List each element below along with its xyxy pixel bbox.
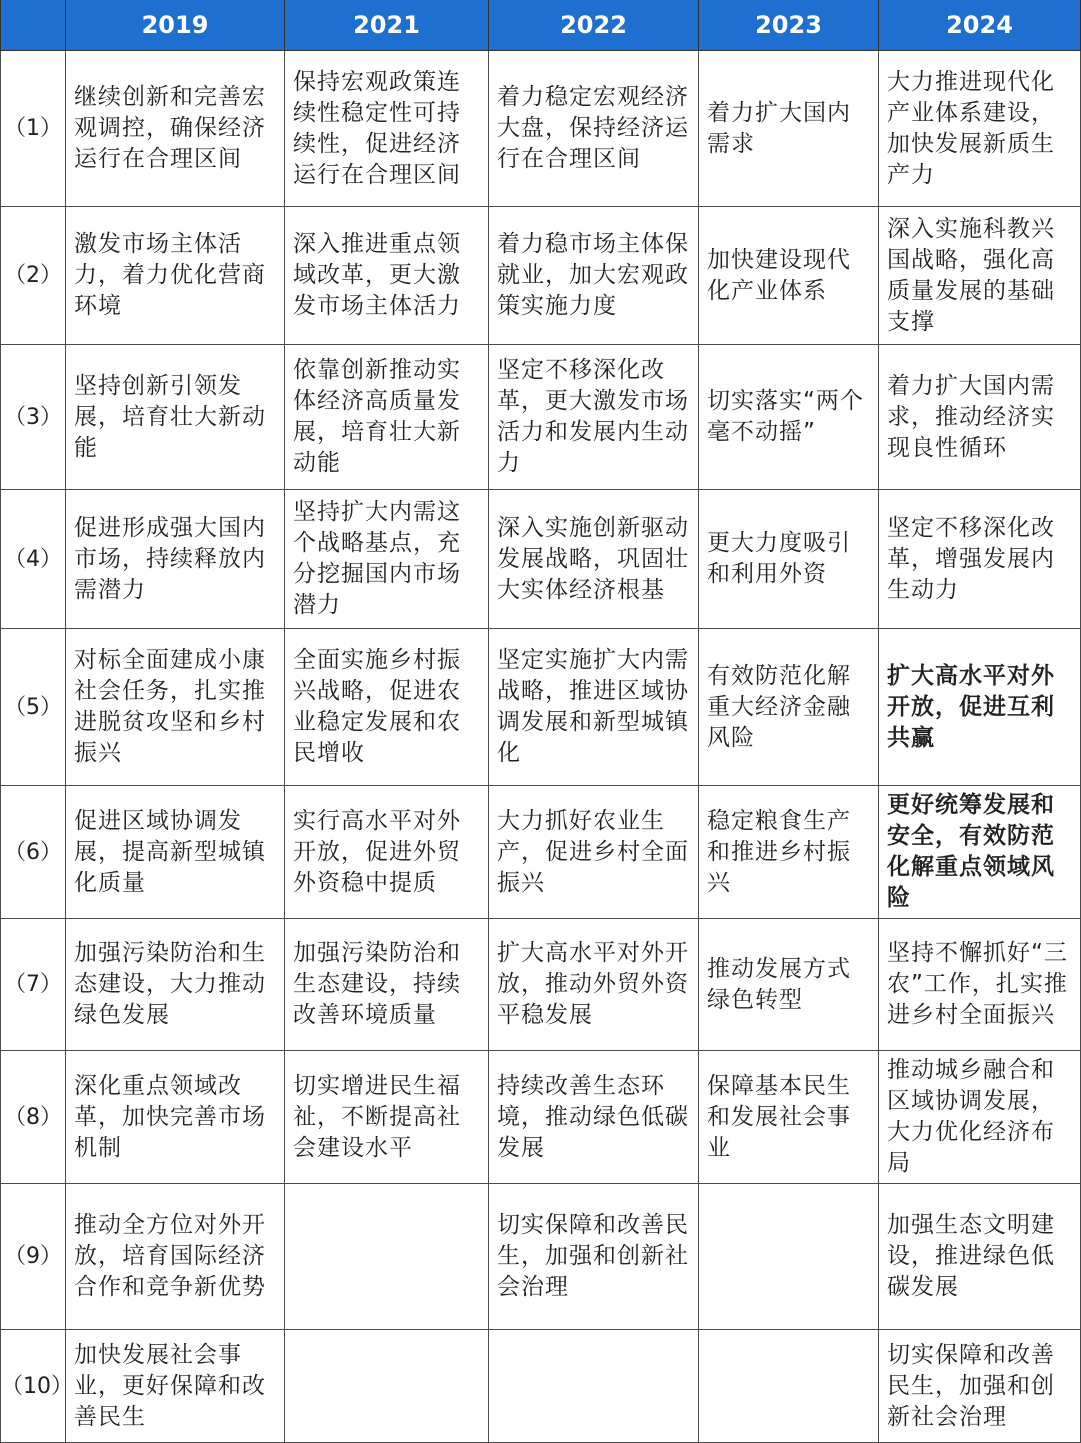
- table-cell: 持续改善生态环境，推动绿色低碳发展: [489, 1051, 699, 1184]
- table-cell: 着力扩大国内需求: [699, 51, 879, 207]
- table-cell: 加快建设现代化产业体系: [699, 207, 879, 345]
- table-cell: 着力稳市场主体保就业，加大宏观政策实施力度: [489, 207, 699, 345]
- table-cell: 坚定不移深化改革，增强发展内生动力: [879, 490, 1081, 629]
- header-cell-2022: 2022: [489, 0, 699, 51]
- table-row: [1, 629, 1081, 786]
- row-number: （2）: [1, 207, 66, 345]
- row-number: （6）: [1, 786, 66, 919]
- table-cell: 加快发展社会事业，更好保障和改善民生: [66, 1330, 285, 1443]
- table-cell: 激发市场主体活力，着力优化营商环境: [66, 207, 285, 345]
- table-row: [1, 786, 1081, 919]
- header-cell-index: [1, 0, 66, 51]
- table-cell: 推动全方位对外开放，培育国际经济合作和竞争新优势: [66, 1184, 285, 1330]
- table-cell: 更大力度吸引和利用外资: [699, 490, 879, 629]
- table-cell: 大力推进现代化产业体系建设，加快发展新质生产力: [879, 51, 1081, 207]
- table-cell: 实行高水平对外开放，促进外贸外资稳中提质: [285, 786, 489, 919]
- table-cell: [285, 1184, 489, 1330]
- table-cell: 切实增进民生福祉，不断提高社会建设水平: [285, 1051, 489, 1184]
- table-cell: 保持宏观政策连续性稳定性可持续性，促进经济运行在合理区间: [285, 51, 489, 207]
- table-cell: 继续创新和完善宏观调控，确保经济运行在合理区间: [66, 51, 285, 207]
- table-row: [1, 1330, 1081, 1443]
- table-cell: 保障基本民生和发展社会事业: [699, 1051, 879, 1184]
- header-cell-2021: 2021: [285, 0, 489, 51]
- table-cell: 深化重点领域改革，加快完善市场机制: [66, 1051, 285, 1184]
- table-cell: 促进形成强大国内市场，持续释放内需潜力: [66, 490, 285, 629]
- table-cell: 对标全面建成小康社会任务，扎实推进脱贫攻坚和乡村振兴: [66, 629, 285, 786]
- table-row: [1, 345, 1081, 490]
- table-cell: 深入推进重点领域改革，更大激发市场主体活力: [285, 207, 489, 345]
- table-cell: 坚持创新引领发展，培育壮大新动能: [66, 345, 285, 490]
- table-cell: 深入实施科教兴国战略，强化高质量发展的基础支撑: [879, 207, 1081, 345]
- row-number: （7）: [1, 919, 66, 1051]
- table-cell: 切实落实“两个毫不动摇”: [699, 345, 879, 490]
- table-cell: 更好统筹发展和安全，有效防范化解重点领域风险: [879, 786, 1081, 919]
- table-cell: 坚定实施扩大内需战略，推进区域协调发展和新型城镇化: [489, 629, 699, 786]
- table-cell: 坚定不移深化改革，更大激发市场活力和发展内生动力: [489, 345, 699, 490]
- table-cell: 大力抓好农业生产，促进乡村全面振兴: [489, 786, 699, 919]
- table-cell: 切实保障和改善民生，加强和创新社会治理: [879, 1330, 1081, 1443]
- header-cell-2019: 2019: [66, 0, 285, 51]
- table-cell: 坚持不懈抓好“三农”工作，扎实推进乡村全面振兴: [879, 919, 1081, 1051]
- table-row: [1, 207, 1081, 345]
- table-cell: 加强污染防治和生态建设，持续改善环境质量: [285, 919, 489, 1051]
- table-cell: [699, 1330, 879, 1443]
- table-cell: [489, 1330, 699, 1443]
- header-cell-2024: 2024: [879, 0, 1081, 51]
- table-cell: [285, 1330, 489, 1443]
- table-cell: 有效防范化解重大经济金融风险: [699, 629, 879, 786]
- row-number: （10）: [1, 1330, 66, 1443]
- table-cell: 深入实施创新驱动发展战略，巩固壮大实体经济根基: [489, 490, 699, 629]
- table-row: [1, 1051, 1081, 1184]
- table-row: [1, 919, 1081, 1051]
- table-cell: 推动发展方式绿色转型: [699, 919, 879, 1051]
- row-number: （8）: [1, 1051, 66, 1184]
- row-number: （4）: [1, 490, 66, 629]
- table-cell: [699, 1184, 879, 1330]
- table-cell: 稳定粮食生产和推进乡村振兴: [699, 786, 879, 919]
- row-number: （1）: [1, 51, 66, 207]
- table-cell: 扩大高水平对外开放，促进互利共赢: [879, 629, 1081, 786]
- row-number: （9）: [1, 1184, 66, 1330]
- table-cell: 全面实施乡村振兴战略，促进农业稳定发展和农民增收: [285, 629, 489, 786]
- header-cell-2023: 2023: [699, 0, 879, 51]
- table-cell: 促进区域协调发展，提高新型城镇化质量: [66, 786, 285, 919]
- header-row: [1, 0, 1081, 51]
- table-cell: 依靠创新推动实体经济高质量发展，培育壮大新动能: [285, 345, 489, 490]
- table-cell: 加强污染防治和生态建设，大力推动绿色发展: [66, 919, 285, 1051]
- table-row: [1, 490, 1081, 629]
- table-cell: 切实保障和改善民生，加强和创新社会治理: [489, 1184, 699, 1330]
- table-cell: 着力稳定宏观经济大盘，保持经济运行在合理区间: [489, 51, 699, 207]
- row-number: （3）: [1, 345, 66, 490]
- table-row: [1, 1184, 1081, 1330]
- table-cell: 推动城乡融合和区域协调发展，大力优化经济布局: [879, 1051, 1081, 1184]
- table-cell: 着力扩大国内需求，推动经济实现良性循环: [879, 345, 1081, 490]
- table-cell: 坚持扩大内需这个战略基点，充分挖掘国内市场潜力: [285, 490, 489, 629]
- table-cell: 加强生态文明建设，推进绿色低碳发展: [879, 1184, 1081, 1330]
- table-cell: 扩大高水平对外开放，推动外贸外资平稳发展: [489, 919, 699, 1051]
- table-row: [1, 51, 1081, 207]
- row-number: （5）: [1, 629, 66, 786]
